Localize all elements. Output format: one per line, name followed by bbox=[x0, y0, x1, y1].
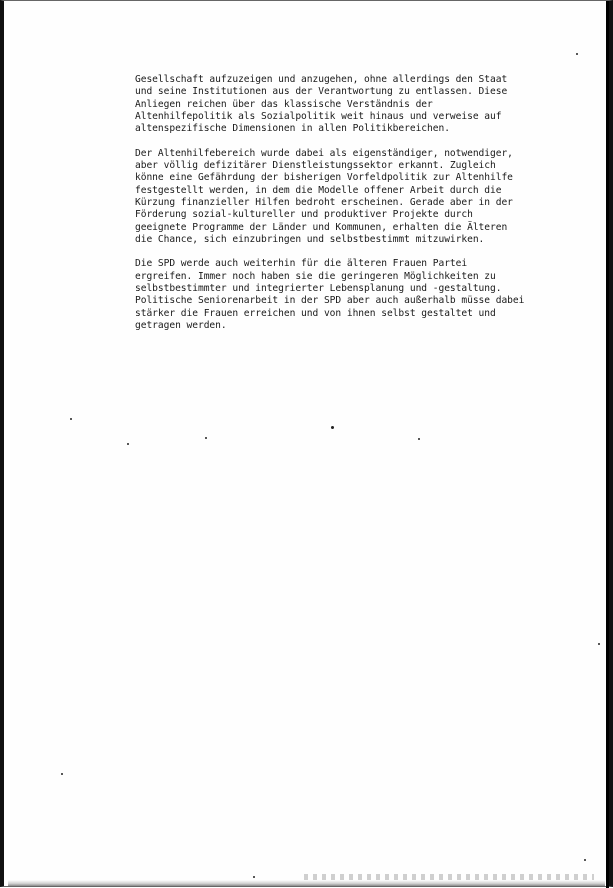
text-line: getragen werden. bbox=[135, 319, 227, 331]
text-line: Der Altenhilfebereich wurde dabei als eigenständiger, notwendiger, bbox=[135, 147, 513, 159]
text-line: und seine Institutionen aus der Verantwortung zu entlassen. Diese bbox=[135, 86, 508, 98]
scan-artifact-marks bbox=[304, 874, 594, 880]
scan-speck bbox=[61, 773, 63, 775]
text-line: selbstbestimmter und integrierter Lebensplanung und -gestaltung. bbox=[135, 283, 502, 295]
text-line: Politische Seniorenarbeit in der SPD aber auch außerhalb müsse dabei bbox=[135, 295, 525, 307]
scan-speck bbox=[418, 438, 420, 440]
document-body bbox=[135, 74, 575, 345]
text-line: Anliegen reichen über das klassische Verständnis der bbox=[135, 98, 433, 110]
scan-speck bbox=[584, 859, 586, 861]
scan-speck bbox=[70, 418, 72, 420]
scan-speck bbox=[331, 426, 334, 429]
scan-edge-right bbox=[606, 1, 609, 888]
text-line: Förderung sozial-kultureller und produktiver Projekte durch bbox=[135, 209, 473, 221]
text-line: ergreifen. Immer noch haben sie die geringeren Möglichkeiten zu bbox=[135, 270, 496, 282]
scan-speck bbox=[598, 643, 600, 645]
text-line: geeignete Programme der Länder und Kommunen, erhalten die Älteren bbox=[135, 221, 508, 233]
text-line: Altenhilfepolitik als Sozialpolitik weit hinaus und verweise auf bbox=[135, 110, 502, 122]
text-line: könne eine Gefährdung der bisherigen Vorfeldpolitik zur Altenhilfe bbox=[135, 172, 513, 184]
paragraph-1 bbox=[135, 74, 575, 135]
text-line: festgestellt werden, in dem die Modelle offener Arbeit durch die bbox=[135, 184, 502, 196]
paragraph-3 bbox=[135, 258, 575, 332]
text-line: stärker die Frauen erreichen und von ihnen selbst gestaltet und bbox=[135, 307, 496, 319]
text-line: Die SPD werde auch weiterhin für die älteren Frauen Partei bbox=[135, 258, 468, 270]
text-line: Kürzung finanzieller Hilfen bedroht erscheinen. Gerade aber in der bbox=[135, 196, 513, 208]
scan-speck bbox=[576, 53, 578, 55]
text-line: aber völlig defizitärer Dienstleistungssektor erkannt. Zugleich bbox=[135, 160, 496, 172]
text-line: altenspezifische Dimensionen in allen Politikbereichen. bbox=[135, 123, 450, 135]
text-line: die Chance, sich einzubringen und selbstbestimmt mitzuwirken. bbox=[135, 233, 485, 245]
scan-speck bbox=[205, 437, 207, 439]
paragraph-2 bbox=[135, 148, 575, 246]
scan-edge-bottom bbox=[8, 880, 605, 886]
scan-speck bbox=[253, 876, 255, 878]
text-line: Gesellschaft aufzuzeigen und anzugehen, ohne allerdings den Staat bbox=[135, 74, 508, 85]
scan-speck bbox=[127, 443, 129, 445]
